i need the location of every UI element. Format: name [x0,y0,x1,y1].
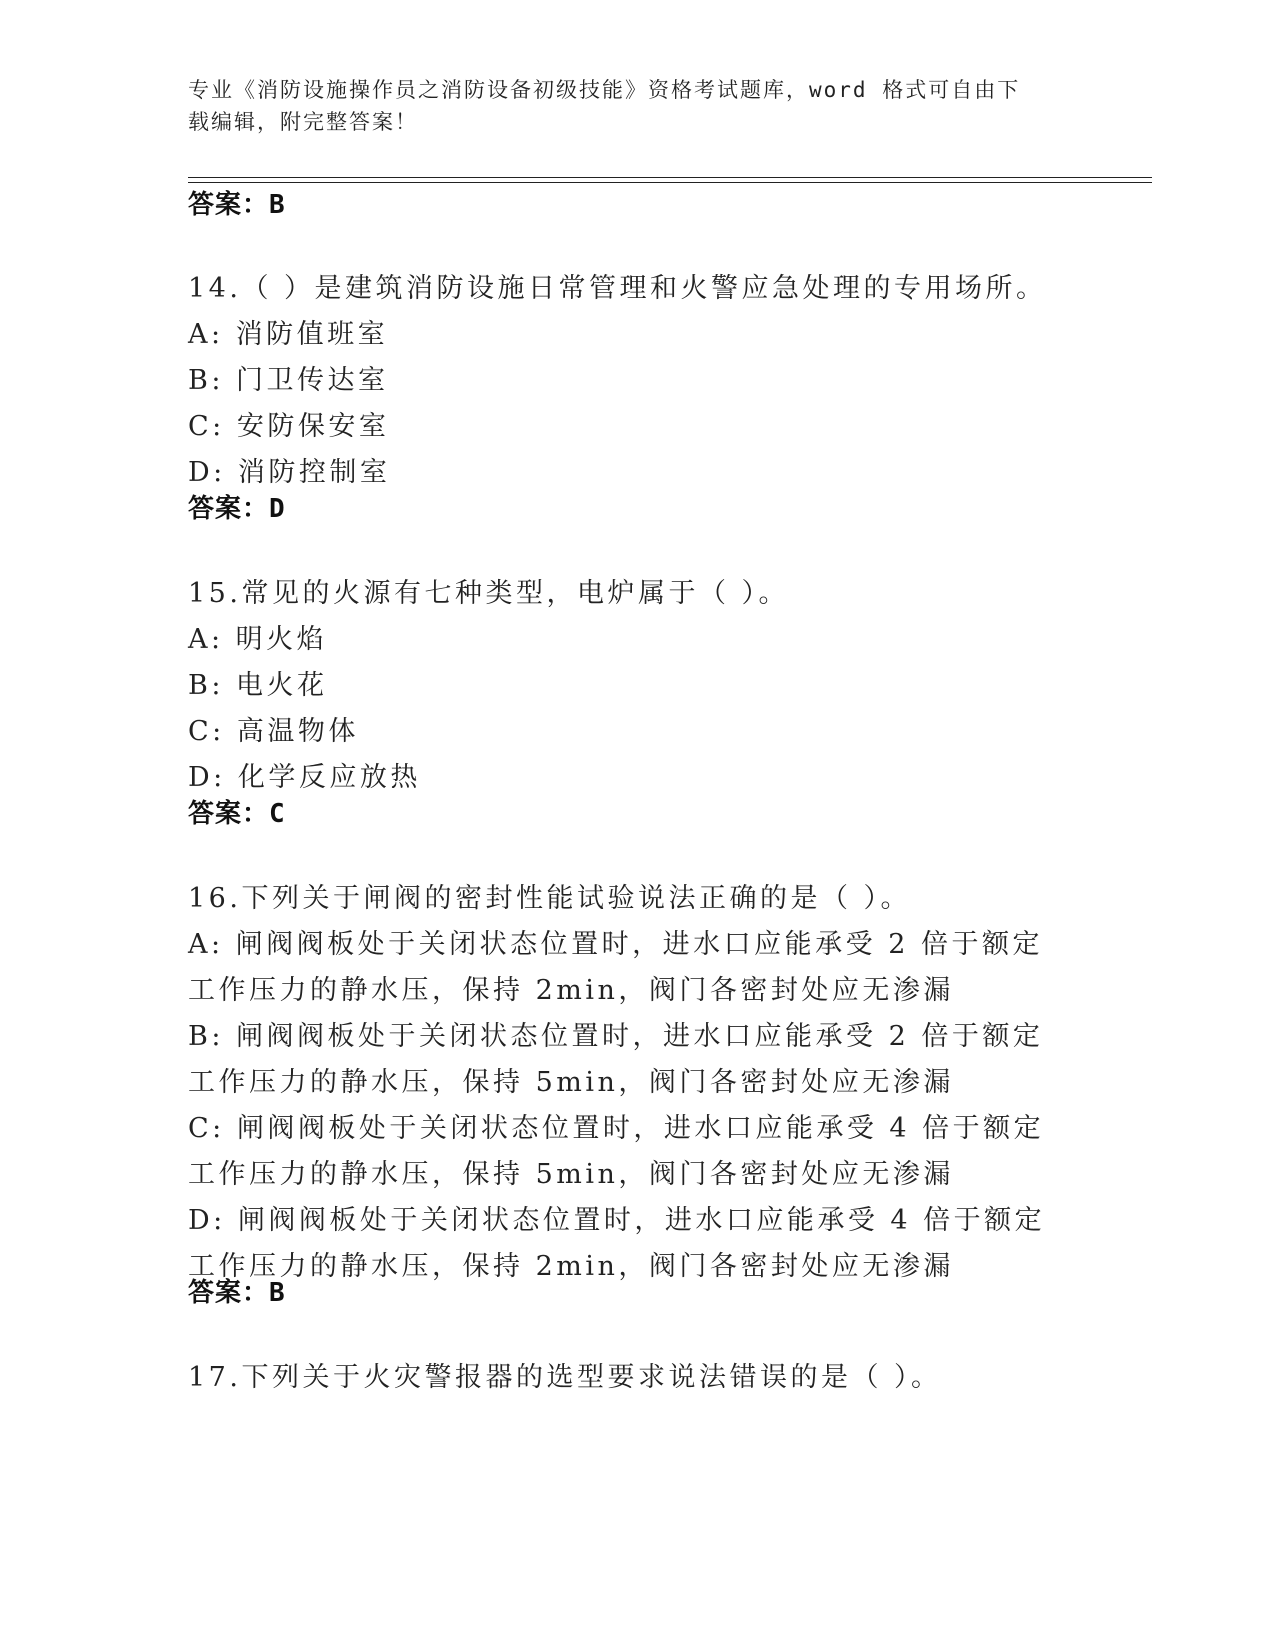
question-16-stem: 16.下列关于闸阀的密封性能试验说法正确的是（ ）。 [188,883,912,914]
answer-q14: 答案：D [188,494,286,524]
question-16-option-b: B: 闸阀阀板处于关闭状态位置时，进水口应能承受 2 倍于额定工作压力的静水压，保持 5min，阀门各密封处应无渗漏 [188,1021,1044,1098]
question-15-options [188,617,1088,801]
question-15-stem: 15.常见的火源有七种类型，电炉属于（ ）。 [188,578,790,609]
question-15-option-b: B: 电火花 [188,670,328,701]
document-header [188,74,1068,138]
question-16-option-a: A: 闸阀阀板处于关闭状态位置时，进水口应能承受 2 倍于额定工作压力的静水压，保持 2min，阀门各密封处应无渗漏 [188,929,1044,1006]
question-14-option-b: B: 门卫传达室 [188,365,389,396]
question-14-options [188,312,1088,496]
question-17-stem: 17.下列关于火灾警报器的选型要求说法错误的是（ ）。 [188,1362,942,1393]
question-15-option-c: C: 高温物体 [188,716,359,747]
answer-q15: 答案：C [188,799,286,829]
question-14-option-d: D: 消防控制室 [188,457,391,488]
header-divider-top [188,177,1152,178]
question-16-option-d: D: 闸阀阀板处于关闭状态位置时，进水口应能承受 4 倍于额定工作压力的静水压，保持 2min，阀门各密封处应无渗漏 [188,1205,1046,1282]
question-14-stem: 14.（ ）是建筑消防设施日常管理和火警应急处理的专用场所。 [188,273,1047,304]
question-14-option-a: A: 消防值班室 [188,319,389,350]
answer-q16: 答案：B [188,1278,286,1308]
header-divider-bottom [188,182,1152,183]
header-line-1: 专业《消防设施操作员之消防设备初级技能》资格考试题库，word 格式可自由下 [188,78,1021,102]
question-16-option-c: C: 闸阀阀板处于关闭状态位置时，进水口应能承受 4 倍于额定工作压力的静水压，保持 5min，阀门各密封处应无渗漏 [188,1113,1045,1190]
question-15-option-d: D: 化学反应放热 [188,762,421,793]
question-14-option-c: C: 安防保安室 [188,411,390,442]
answer-q13: 答案：B [188,190,286,220]
question-16-options [188,922,1068,1290]
header-line-2: 载编辑，附完整答案！ [188,110,418,134]
question-15-option-a: A: 明火焰 [188,624,328,655]
